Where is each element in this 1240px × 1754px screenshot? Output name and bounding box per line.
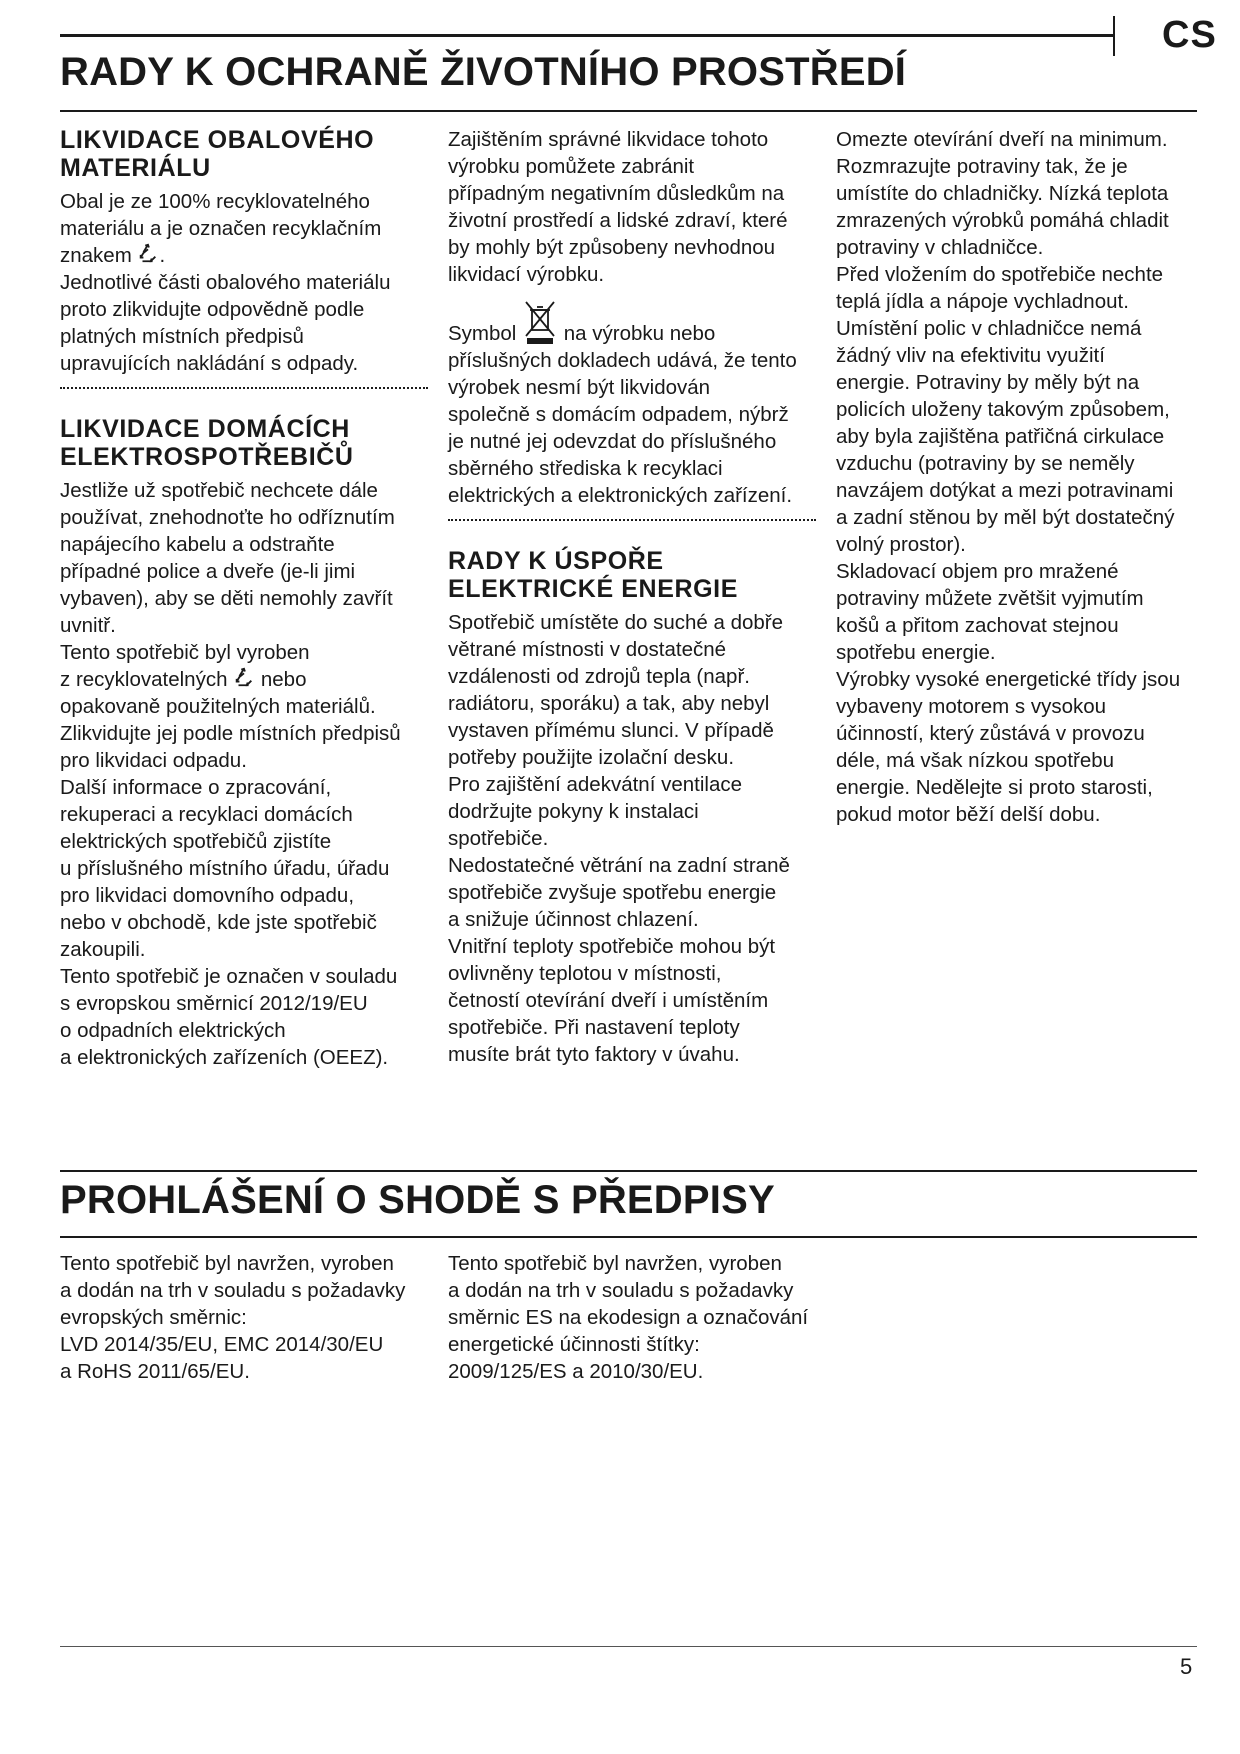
language-code: CS: [1162, 14, 1217, 56]
energy-text-continued: Omezte otevírání dveří na minimum. Rozmrazujte potraviny tak, že je umístíte do chladničky. Nízká teplota zmrazených výrobků pomáhá chladit potraviny v chladničce. Před vložením do spotřebiče nechte teplá jídla a nápoje vychladnout. Umístění polic v chladničce nemá žádný vliv na efektivitu využití energie. Potraviny by měly být na policích uloženy takovým způsobem, aby byla zajištěna patřičná cirkulace vzduchu (potraviny by se neměly navzájem dotýkat a mezi potravinami a zadní stěnou by měl být dostatečný volný prostor). Skladovací objem pro mražené potraviny můžete zvětšit vyjmutím košů a přitom zachovat stejnou spotřebu energie. Výrobky vysoké energetické třídy jsou vybaveny motorem s vysokou účinností, který zůstává v provozu déle, má však nízkou spotřebu energie. Nedělejte si proto starosti, pokud motor běží delší dobu.: [836, 128, 1181, 826]
column-3: [836, 126, 1206, 828]
page-title: RADY K OCHRANĚ ŽIVOTNÍHO PROSTŘEDÍ: [60, 50, 907, 94]
page-number: 5: [1180, 1654, 1193, 1679]
compliance-title: PROHLÁŠENÍ O SHODĚ S PŘEDPISY: [60, 1178, 775, 1222]
column-1: [60, 126, 430, 1071]
packaging-text: [60, 188, 430, 377]
dotted-separator: [60, 387, 428, 389]
packaging-text-b: . Jednotlivé části obalového materiálu proto zlikvidujte odpovědně podle platných místních předpisů upravujících nakládání s odpady.: [60, 244, 391, 375]
symbol-text-rest: příslušných dokladech udává, že tento výrobek nesmí být likvidován společně s domácím odpadem, nýbrž je nutné jej odevzdat do příslušného sběrného střediska k recyklaci elektrických a elektronických zařízení.: [448, 349, 797, 507]
packaging-text-a: Obal je ze 100% recyklovatelného materiálu a je označen recyklačním znakem: [60, 190, 382, 267]
dotted-separator: [448, 519, 816, 521]
disposal-text: Zajištěním správné likvidace tohoto výrobku pomůžete zabránit případným negativním důsledkům na životní prostředí a lidské zdraví, které by mohly být způsobeny nevhodnou likvidací výrobku.: [448, 128, 788, 286]
recycling-icon: [137, 242, 159, 264]
symbol-text: [448, 300, 818, 347]
compliance-column-1: [60, 1250, 430, 1385]
compliance-title-underline: [60, 1236, 1197, 1238]
symbol-word: Symbol: [448, 322, 523, 345]
compliance-column-2: [448, 1250, 818, 1385]
compliance-text-2: Tento spotřebič byl navržen, vyroben a dodán na trh v souladu s požadavky směrnic ES na ekodesign a označování energetické účinnosti štítky: 2009/125/ES a 2010/30/EU.: [448, 1252, 809, 1383]
title-underline: [60, 110, 1197, 112]
compliance-text-1: Tento spotřebič byl navržen, vyroben a dodán na trh v souladu s požadavky evropských směrnic: LVD 2014/35/EU, EMC 2014/30/EU a RoHS 2011/65/EU.: [60, 1252, 406, 1383]
column-2: [448, 126, 818, 1068]
appliances-text: [60, 477, 430, 1071]
header-tick: [1113, 16, 1115, 56]
energy-text: Spotřebič umístěte do suché a dobře větrané místnosti v dostatečné vzdálenosti od zdrojů tepla (např. radiátoru, sporáku) a tak, aby nebyl vystaven přímému slunci. V případě potřeby použijte izolační desku. Pro zajištění adekvátní ventilace dodržujte pokyny k instalaci spotřebiče. Nedostatečné větrání na zadní straně spotřebiče zvyšuje spotřebu energie a snižuje účinnost chlazení. Vnitřní teploty spotřebiče mohou být ovlivněny teplotou v místnosti, četností otevírání dveří i umístěním spotřebiče. Při nastavení teploty musíte brát tyto faktory v úvahu.: [448, 611, 790, 1066]
appliances-heading: LIKVIDACE DOMÁCÍCH ELEKTROSPOTŘEBIČŮ: [60, 415, 354, 471]
crossed-bin-icon: [522, 300, 558, 346]
recycling-icon: [233, 666, 255, 688]
packaging-heading: LIKVIDACE OBALOVÉHO MATERIÁLU: [60, 126, 375, 182]
appliances-text-b: nebo opakovaně použitelných materiálů. Zlikvidujte jej podle místních předpisů pro likvidaci odpadu. Další informace o zpracování, rekuperaci a recyklaci domácích elektrických spotřebičů zjistíte u příslušného místního úřadu, úřadu pro likvidaci domovního odpadu, nebo v obchodě, kde jste spotřebič zakoupili. Tento spotřebič je označen v souladu s evropskou směrnicí 2012/19/EU o odpadních elektrických a elektronických zařízeních (OEEZ).: [60, 668, 401, 1069]
header-top-rule: [60, 34, 1114, 37]
footer-rule: [60, 1646, 1197, 1647]
energy-heading: RADY K ÚSPOŘE ELEKTRICKÉ ENERGIE: [448, 547, 738, 603]
symbol-text-first: na výrobku nebo: [558, 322, 716, 345]
appliances-text-a: Jestliže už spotřebič nechcete dále používat, znehodnoťte ho odříznutím napájecího kabelu a odstraňte případné police a dveře (je-li jimi vybaven), aby se děti nemohly zavřít uvnitř. Tento spotřebič byl vyroben z recyklovatelných: [60, 479, 395, 691]
compliance-top-rule: [60, 1170, 1197, 1172]
